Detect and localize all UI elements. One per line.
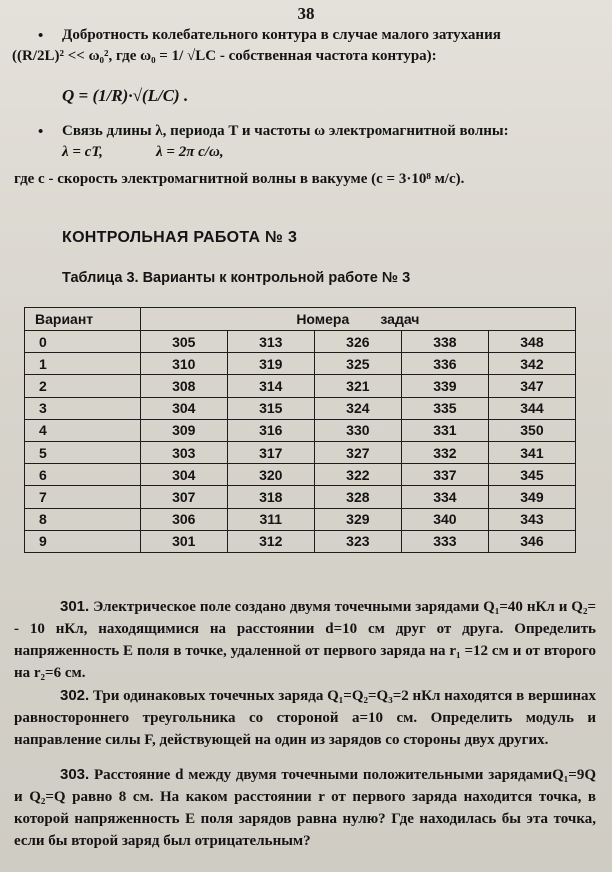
task-cell: 306 bbox=[140, 508, 227, 530]
task-cell: 329 bbox=[314, 508, 401, 530]
table-row bbox=[25, 486, 576, 508]
task-cell: 312 bbox=[227, 530, 314, 552]
task-cell: 346 bbox=[488, 530, 575, 552]
table-row bbox=[25, 464, 576, 486]
problem-303 bbox=[14, 764, 596, 852]
task-cell: 343 bbox=[488, 508, 575, 530]
task-cell: 333 bbox=[401, 530, 488, 552]
task-cell: 320 bbox=[227, 464, 314, 486]
task-cell: 341 bbox=[488, 441, 575, 463]
variant-cell: 2 bbox=[25, 375, 141, 397]
task-cell: 328 bbox=[314, 486, 401, 508]
task-cell: 342 bbox=[488, 353, 575, 375]
task-cell: 350 bbox=[488, 419, 575, 441]
task-cell: 336 bbox=[401, 353, 488, 375]
wave-line-3: где c - скорость электромагнитной волны в вакууме (c = 3·10⁸ м/с). bbox=[14, 171, 465, 187]
problem-number: 303. bbox=[60, 766, 90, 783]
task-cell: 301 bbox=[140, 530, 227, 552]
table-caption: Таблица 3. Варианты к контрольной работе № 3 bbox=[62, 270, 411, 286]
task-cell: 322 bbox=[314, 464, 401, 486]
variant-cell: 3 bbox=[25, 397, 141, 419]
task-cell: 339 bbox=[401, 375, 488, 397]
task-cell: 305 bbox=[140, 331, 227, 353]
problem-302 bbox=[14, 685, 596, 751]
variant-cell: 6 bbox=[25, 464, 141, 486]
task-cell: 347 bbox=[488, 375, 575, 397]
task-cell: 309 bbox=[140, 419, 227, 441]
table-row bbox=[25, 353, 576, 375]
task-cell: 331 bbox=[401, 419, 488, 441]
task-cell: 325 bbox=[314, 353, 401, 375]
task-cell: 340 bbox=[401, 508, 488, 530]
task-cell: 311 bbox=[227, 508, 314, 530]
q-factor-formula: Q = (1/R)·√(L/C) . bbox=[62, 86, 189, 105]
variant-cell: 4 bbox=[25, 419, 141, 441]
problem-number: 302. bbox=[60, 687, 90, 704]
wave-line-1: Связь длины λ, периода T и частоты ω электромагнитной волны: bbox=[62, 123, 509, 139]
task-cell: 315 bbox=[227, 397, 314, 419]
q-factor-line-2: ((R/2L)² << ω₀², где ω₀ = 1/ √LC - собственная частота контура): bbox=[12, 48, 437, 64]
variant-cell: 8 bbox=[25, 508, 141, 530]
task-cell: 334 bbox=[401, 486, 488, 508]
task-cell: 319 bbox=[227, 353, 314, 375]
task-cell: 349 bbox=[488, 486, 575, 508]
problem-301 bbox=[14, 596, 596, 684]
task-cell: 304 bbox=[140, 464, 227, 486]
task-cell: 348 bbox=[488, 331, 575, 353]
table-row bbox=[25, 419, 576, 441]
problem-number: 301. bbox=[60, 598, 90, 615]
problem-text: Три одинаковых точечных заряда Q₁=Q₂=Q₃=2 нКл находятся в вершинах равностороннего треугольника со стороной a=10 см. Определить модуль и направление силы F, действующей на один из зарядов со стороны двух других. bbox=[14, 688, 596, 748]
variant-cell: 7 bbox=[25, 486, 141, 508]
header-task-numbers: Номера задач bbox=[140, 308, 575, 331]
q-factor-line-1: Добротность колебательного контура в случае малого затухания bbox=[62, 27, 501, 43]
page-number: 38 bbox=[297, 4, 315, 23]
bullet-wave: • bbox=[38, 124, 44, 140]
variants-table bbox=[24, 307, 576, 553]
wave-formula-2: λ = 2π c/ω, bbox=[156, 144, 224, 160]
section-heading: КОНТРОЛЬНАЯ РАБОТА № 3 bbox=[62, 229, 298, 246]
variant-cell: 5 bbox=[25, 441, 141, 463]
task-cell: 344 bbox=[488, 397, 575, 419]
table-row bbox=[25, 530, 576, 552]
table-row bbox=[25, 508, 576, 530]
task-cell: 335 bbox=[401, 397, 488, 419]
task-cell: 303 bbox=[140, 441, 227, 463]
table-row bbox=[25, 331, 576, 353]
task-cell: 313 bbox=[227, 331, 314, 353]
table-header-row bbox=[25, 308, 576, 331]
variant-cell: 1 bbox=[25, 353, 141, 375]
task-cell: 345 bbox=[488, 464, 575, 486]
task-cell: 332 bbox=[401, 441, 488, 463]
task-cell: 324 bbox=[314, 397, 401, 419]
task-cell: 304 bbox=[140, 397, 227, 419]
task-cell: 323 bbox=[314, 530, 401, 552]
task-cell: 327 bbox=[314, 441, 401, 463]
table-row bbox=[25, 441, 576, 463]
variant-cell: 0 bbox=[25, 331, 141, 353]
task-cell: 321 bbox=[314, 375, 401, 397]
task-cell: 337 bbox=[401, 464, 488, 486]
task-cell: 316 bbox=[227, 419, 314, 441]
task-cell: 310 bbox=[140, 353, 227, 375]
task-cell: 326 bbox=[314, 331, 401, 353]
task-cell: 338 bbox=[401, 331, 488, 353]
task-cell: 314 bbox=[227, 375, 314, 397]
task-cell: 308 bbox=[140, 375, 227, 397]
task-cell: 317 bbox=[227, 441, 314, 463]
task-cell: 307 bbox=[140, 486, 227, 508]
problem-text: Расстояние d между двумя точечными положительными зарядамиQ₁=9Q и Q₂=Q равно 8 см. На каком расстоянии r от первого заряда находится точка, в которой напряженность E поля зарядов равна нулю? Где находилась бы эта точка, если бы второй заряд был отрицательным? bbox=[14, 767, 597, 849]
table-row bbox=[25, 397, 576, 419]
header-variant: Вариант bbox=[25, 308, 141, 331]
table-row bbox=[25, 375, 576, 397]
problem-text: Электрическое поле создано двумя точечными зарядами Q₁=40 нКл и Q₂= - 10 нКл, находящимися на расстоянии d=10 см друг от друга. Определить напряженность E поля в точке, удаленной от первого заряда на r₁ =12 см и от второго на r₂=6 см. bbox=[14, 599, 597, 681]
task-cell: 330 bbox=[314, 419, 401, 441]
bullet-q-factor: • bbox=[38, 28, 44, 44]
task-cell: 318 bbox=[227, 486, 314, 508]
variant-cell: 9 bbox=[25, 530, 141, 552]
wave-formula-1: λ = cT, bbox=[62, 144, 103, 160]
